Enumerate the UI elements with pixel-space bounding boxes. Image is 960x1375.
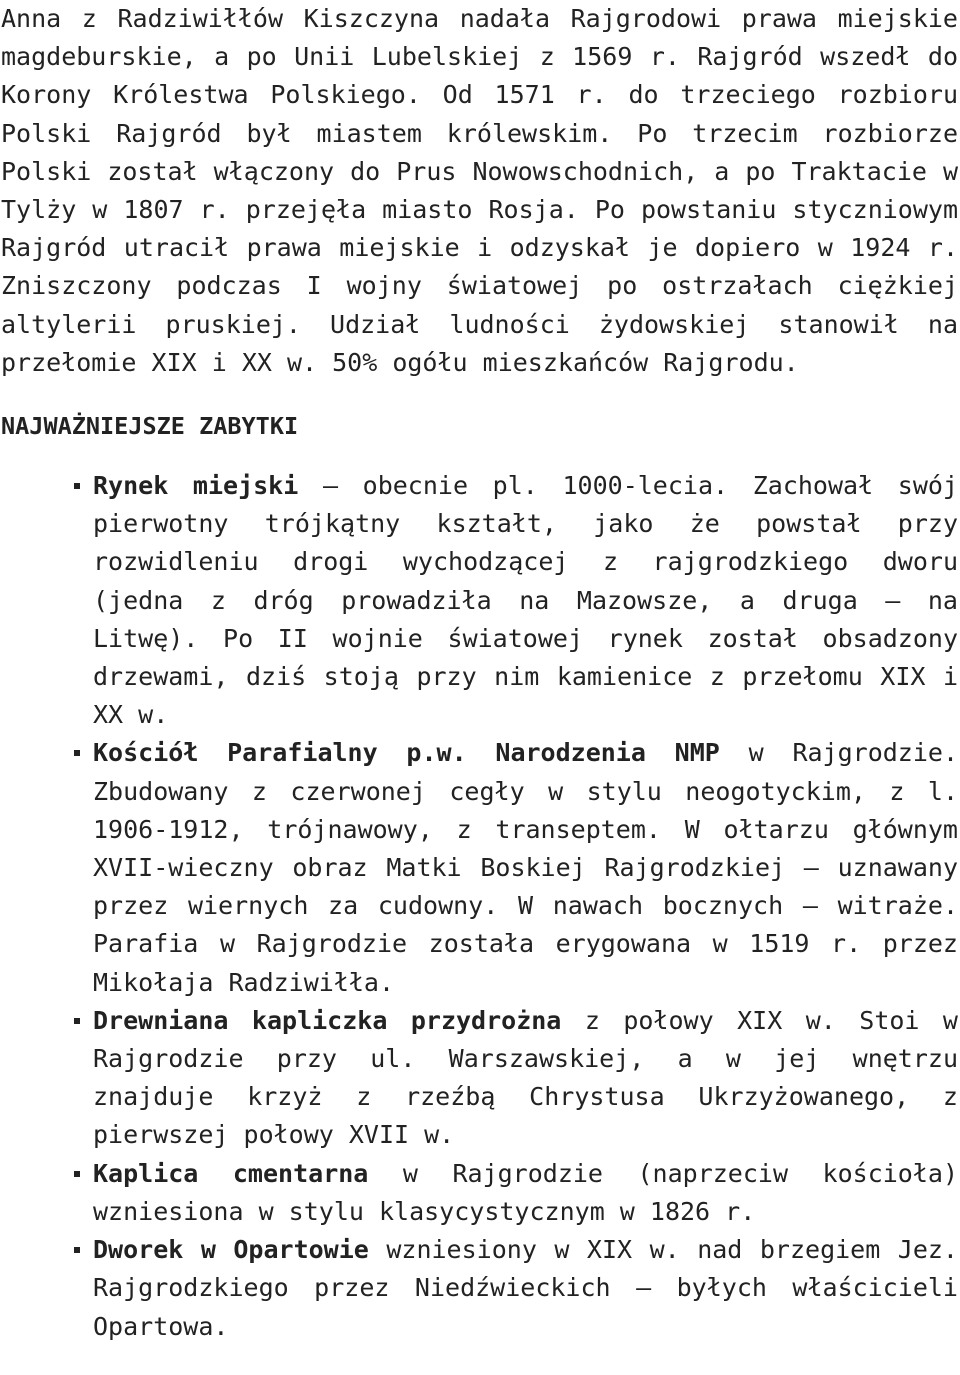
monument-description: z połowy XIX w. Stoi w Rajgrodzie przy ul. Warszawskiej, a w jej wnętrzu znajduje krzyż z rzeźbą Chrystusa Ukrzyżowanego, z pierwszej połowy XVII w. (93, 1005, 958, 1150)
monument-description: – obecnie pl. 1000-lecia. Zachował swój pierwotny trójkątny kształt, jako że powstał przy rozwidleniu drogi wychodzącej z rajgrodzkiego dworu (jedna z dróg prowadziła na Mazowsze, a druga – na Litwę). Po II wojnie światowej rynek został obsadzony drzewami, dziś stoją przy nim kamienice z przełomu XIX i XX w. (93, 471, 958, 730)
list-item (93, 1155, 958, 1231)
monument-name: Dworek w Opartowie (93, 1235, 369, 1265)
monument-description: w Rajgrodzie. Zbudowany z czerwonej cegły w stylu neogotyckim, z l. 1906-1912, trójnawowy, z transeptem. W ołtarzu głównym XVII-wieczny obraz Matki Boskiej Rajgrodzkiej – uznawany przez wiernych za cudowny. W nawach bocznych – witraże. Parafia w Rajgrodzie została erygowana w 1519 r. przez Mikołaja Radziwiłła. (93, 738, 959, 997)
bullet-icon (74, 483, 80, 489)
bullet-icon (74, 1171, 80, 1177)
monument-name: Rynek miejski (93, 471, 299, 501)
list-item (93, 1231, 958, 1346)
monument-name: Kaplica cmentarna (93, 1158, 369, 1188)
monument-name: Kościół Parafialny p.w. Narodzenia NMP (93, 738, 720, 768)
list-item (93, 734, 958, 1001)
bullet-icon (74, 1018, 80, 1024)
monument-name: Drewniana kapliczka przydrożna (93, 1005, 562, 1035)
intro-paragraph: Anna z Radziwiłłów Kiszczyna nadała Rajgrodowi prawa miejskie magdeburskie, a po Unii Lubelskiej z 1569 r. Rajgród wszedł do Korony Królestwa Polskiego. Od 1571 r. do trzeciego rozbioru Polski Rajgród był miastem królewskim. Po trzecim rozbiorze Polski został włączony do Prus Nowowschodnich, a po Traktacie w Tylży w 1807 r. przejęła miasto Rosja. Po powstaniu styczniowym Rajgród utracił prawa miejskie i odzyskał je dopiero w 1924 r. Zniszczony podczas I wojny światowej po ostrzałach ciężkiej altylerii pruskiej. Udział ludności żydowskiej stanowił na przełomie XIX i XX w. 50% ogółu mieszkańców Rajgrodu. (1, 4, 958, 377)
list-item (93, 1002, 958, 1155)
monuments-list (1, 467, 958, 1346)
bullet-icon (74, 1247, 80, 1253)
monument-description: w Rajgrodzie (naprzeciw kościoła) wzniesiona w stylu klasycystycznym w 1826 r. (93, 1158, 959, 1226)
list-item (93, 467, 958, 734)
bullet-icon (74, 750, 80, 756)
section-heading: NAJWAŻNIEJSZE ZABYTKI (1, 412, 299, 441)
monument-description: wzniesiony w XIX w. nad brzegiem Jez. Rajgrodzkiego przez Niedźwieckich – byłych właścicieli Opartowa. (93, 1235, 958, 1341)
